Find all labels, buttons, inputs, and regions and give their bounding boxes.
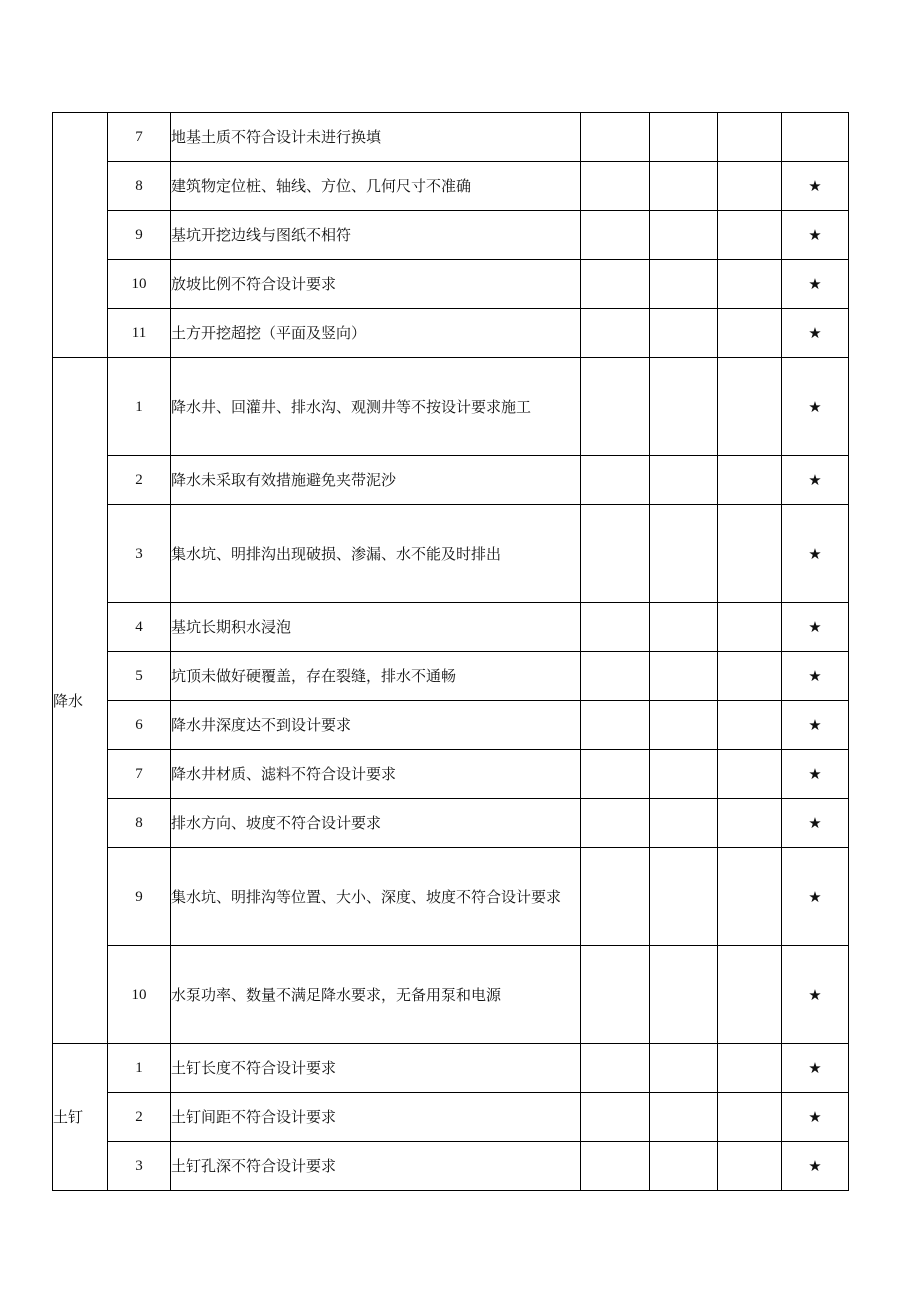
item-description: 土方开挖超挖（平面及竖向） — [171, 309, 581, 358]
blank-cell — [718, 1142, 782, 1191]
item-description: 降水未采取有效措施避免夹带泥沙 — [171, 456, 581, 505]
table-row — [53, 456, 849, 505]
item-number: 7 — [108, 113, 171, 162]
blank-cell — [581, 260, 650, 309]
blank-cell — [581, 309, 650, 358]
item-number: 4 — [108, 603, 171, 652]
item-description: 土钉长度不符合设计要求 — [171, 1044, 581, 1093]
blank-cell — [650, 113, 718, 162]
item-description: 土钉间距不符合设计要求 — [171, 1093, 581, 1142]
blank-cell — [650, 260, 718, 309]
blank-cell — [581, 946, 650, 1044]
item-description-text: 降水井、回灌井、排水沟、观测井等不按设计要求施工 — [171, 397, 532, 416]
star-cell: ★ — [782, 162, 849, 211]
item-number: 7 — [108, 750, 171, 799]
blank-cell — [650, 358, 718, 456]
item-description: 坑顶未做好硬覆盖，存在裂缝，排水不通畅 — [171, 652, 581, 701]
blank-cell — [718, 1093, 782, 1142]
item-description — [171, 505, 581, 603]
table-row — [53, 848, 849, 946]
blank-cell — [650, 505, 718, 603]
star-cell: ★ — [782, 1142, 849, 1191]
table-row — [53, 603, 849, 652]
blank-cell — [581, 701, 650, 750]
blank-cell — [650, 701, 718, 750]
item-number: 3 — [108, 505, 171, 603]
item-description-text: 水泵功率、数量不满足降水要求，无备用泵和电源 — [171, 985, 502, 1004]
item-number: 8 — [108, 162, 171, 211]
item-description: 排水方向、坡度不符合设计要求 — [171, 799, 581, 848]
star-cell: ★ — [782, 1044, 849, 1093]
item-number: 9 — [108, 848, 171, 946]
blank-cell — [581, 1044, 650, 1093]
item-number: 3 — [108, 1142, 171, 1191]
blank-cell — [581, 603, 650, 652]
star-cell: ★ — [782, 1093, 849, 1142]
table-row — [53, 505, 849, 603]
star-cell: ★ — [782, 750, 849, 799]
item-number: 2 — [108, 456, 171, 505]
table-row — [53, 1142, 849, 1191]
blank-cell — [650, 309, 718, 358]
item-description: 降水井深度达不到设计要求 — [171, 701, 581, 750]
star-cell: ★ — [782, 456, 849, 505]
item-description: 建筑物定位桩、轴线、方位、几何尺寸不准确 — [171, 162, 581, 211]
star-cell: ★ — [782, 260, 849, 309]
star-cell: ★ — [782, 309, 849, 358]
blank-cell — [718, 456, 782, 505]
blank-cell — [581, 358, 650, 456]
blank-cell — [718, 603, 782, 652]
table-row — [53, 162, 849, 211]
blank-cell — [581, 211, 650, 260]
blank-cell — [718, 750, 782, 799]
item-number: 11 — [108, 309, 171, 358]
blank-cell — [718, 946, 782, 1044]
blank-cell — [581, 505, 650, 603]
blank-cell — [718, 162, 782, 211]
item-number: 6 — [108, 701, 171, 750]
category-cell: 土钉 — [53, 1044, 108, 1191]
blank-cell — [718, 113, 782, 162]
item-description: 地基土质不符合设计未进行换填 — [171, 113, 581, 162]
star-cell: ★ — [782, 799, 849, 848]
blank-cell — [650, 652, 718, 701]
blank-cell — [650, 946, 718, 1044]
table-row — [53, 799, 849, 848]
star-cell: ★ — [782, 701, 849, 750]
blank-cell — [581, 113, 650, 162]
blank-cell — [650, 162, 718, 211]
table-row — [53, 260, 849, 309]
table-row — [53, 211, 849, 260]
item-number: 1 — [108, 1044, 171, 1093]
table-row — [53, 750, 849, 799]
blank-cell — [718, 358, 782, 456]
blank-cell — [650, 1142, 718, 1191]
blank-cell — [718, 309, 782, 358]
category-cell: 降水 — [53, 358, 108, 1044]
item-number: 10 — [108, 260, 171, 309]
item-description: 基坑开挖边线与图纸不相符 — [171, 211, 581, 260]
blank-cell — [718, 505, 782, 603]
blank-cell — [718, 211, 782, 260]
star-cell: ★ — [782, 946, 849, 1044]
item-number: 2 — [108, 1093, 171, 1142]
blank-cell — [581, 456, 650, 505]
item-description: 基坑长期积水浸泡 — [171, 603, 581, 652]
item-description-text: 集水坑、明排沟出现破损、渗漏、水不能及时排出 — [171, 544, 502, 563]
table-row — [53, 652, 849, 701]
table-row — [53, 701, 849, 750]
star-cell: ★ — [782, 505, 849, 603]
item-description — [171, 946, 581, 1044]
star-cell: ★ — [782, 211, 849, 260]
star-cell: ★ — [782, 358, 849, 456]
blank-cell — [718, 701, 782, 750]
table-row — [53, 309, 849, 358]
item-description: 降水井材质、滤料不符合设计要求 — [171, 750, 581, 799]
star-cell — [782, 113, 849, 162]
blank-cell — [581, 750, 650, 799]
blank-cell — [581, 799, 650, 848]
blank-cell — [718, 1044, 782, 1093]
item-number: 10 — [108, 946, 171, 1044]
blank-cell — [581, 1093, 650, 1142]
item-number: 8 — [108, 799, 171, 848]
blank-cell — [650, 848, 718, 946]
table-row — [53, 1093, 849, 1142]
blank-cell — [581, 162, 650, 211]
item-description — [171, 358, 581, 456]
blank-cell — [718, 799, 782, 848]
star-cell: ★ — [782, 603, 849, 652]
star-cell: ★ — [782, 652, 849, 701]
item-number: 1 — [108, 358, 171, 456]
item-number: 9 — [108, 211, 171, 260]
inspection-table — [52, 112, 849, 1191]
table-row — [53, 1044, 849, 1093]
blank-cell — [650, 1093, 718, 1142]
blank-cell — [650, 750, 718, 799]
blank-cell — [650, 211, 718, 260]
item-description — [171, 848, 581, 946]
blank-cell — [650, 603, 718, 652]
star-cell: ★ — [782, 848, 849, 946]
blank-cell — [581, 652, 650, 701]
table-row — [53, 113, 849, 162]
table-row — [53, 946, 849, 1044]
blank-cell — [718, 652, 782, 701]
item-description: 放坡比例不符合设计要求 — [171, 260, 581, 309]
blank-cell — [581, 1142, 650, 1191]
item-number: 5 — [108, 652, 171, 701]
blank-cell — [581, 848, 650, 946]
blank-cell — [718, 260, 782, 309]
blank-cell — [650, 799, 718, 848]
table-row — [53, 358, 849, 456]
item-description-text: 集水坑、明排沟等位置、大小、深度、坡度不符合设计要求 — [171, 887, 562, 906]
category-cell — [53, 113, 108, 358]
blank-cell — [718, 848, 782, 946]
blank-cell — [650, 1044, 718, 1093]
blank-cell — [650, 456, 718, 505]
item-description: 土钉孔深不符合设计要求 — [171, 1142, 581, 1191]
